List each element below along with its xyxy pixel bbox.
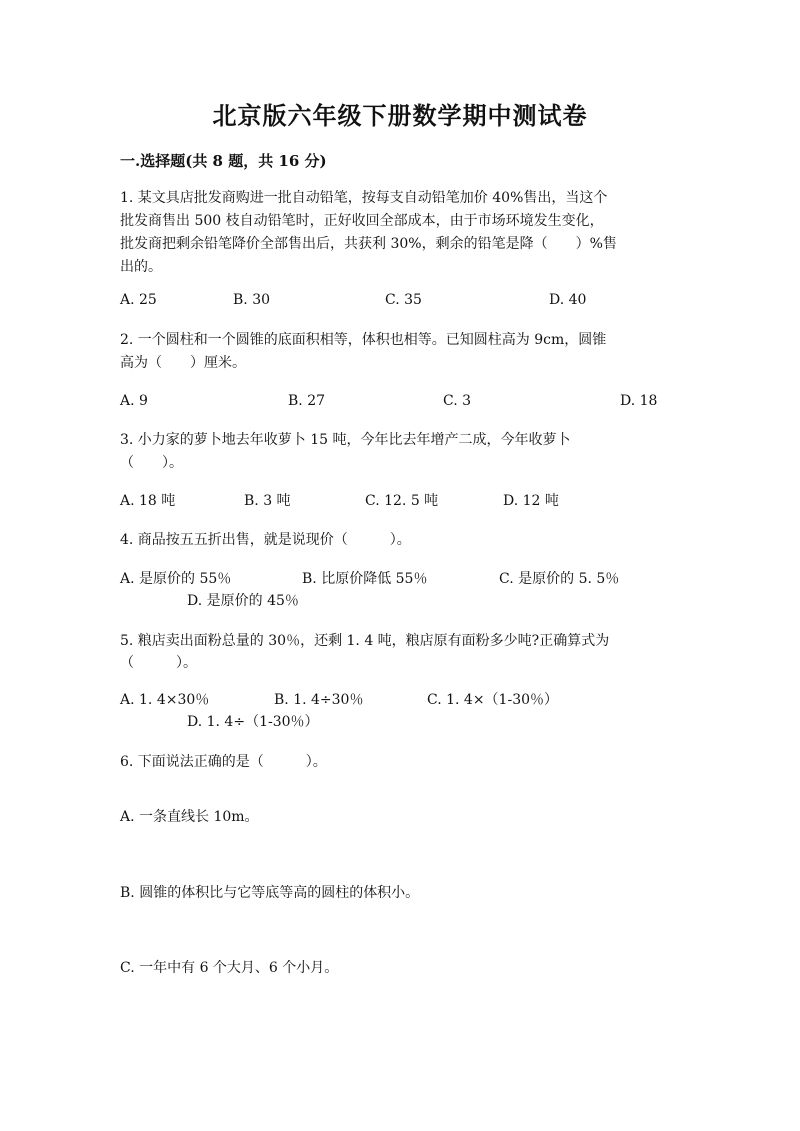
question-2-option-c: C. 3 (443, 393, 472, 409)
section-title: 一.选择题(共 8 题，共 16 分) (120, 152, 327, 170)
question-1-line-3: 批发商把剩余铅笔降价全部售出后，共获利 30%，剩余的铅笔是降（ ）%售 (120, 236, 617, 252)
question-6-option-c: C. 一年中有 6 个大月、6 个小月。 (120, 960, 339, 976)
question-1-line-4: 出的。 (120, 259, 162, 275)
question-4-option-c: C. 是原价的 5. 5％ (499, 571, 620, 587)
question-3-line-1: 3. 小力家的萝卜地去年收萝卜 15 吨，今年比去年增产二成，今年收萝卜 (120, 432, 571, 448)
question-5-line-1: 5. 粮店卖出面粉总量的 30％，还剩 1. 4 吨，粮店原有面粉多少吨?正确算式为 (120, 633, 610, 649)
question-3-option-a: A. 18 吨 (120, 493, 176, 509)
question-5-line-2: （ ）。 (120, 655, 197, 671)
question-3-line-2: （ ）。 (120, 455, 183, 471)
question-6-option-b: B. 圆锥的体积比与它等底等高的圆柱的体积小。 (120, 885, 420, 901)
question-6-line-1: 6. 下面说法正确的是（ ）。 (120, 754, 327, 770)
question-4-line-1: 4. 商品按五五折出售，就是说现价（ ）。 (120, 532, 411, 548)
question-2-line-2: 高为（ ）厘米。 (120, 355, 246, 371)
question-1-line-1: 1. 某文具店批发商购进一批自动铅笔，按每支自动铅笔加价 40%售出，当这个 (120, 190, 608, 206)
question-5-option-c: C. 1. 4×（1-30％） (427, 692, 559, 708)
question-4-option-b: B. 比原价降低 55％ (302, 571, 428, 587)
question-5-option-b: B. 1. 4÷30％ (274, 692, 364, 708)
question-3-option-b: B. 3 吨 (244, 493, 291, 509)
question-5-option-d: D. 1. 4÷（1-30％） (187, 714, 319, 730)
question-6-option-a: A. 一条直线长 10m。 (120, 809, 259, 825)
question-5-option-a: A. 1. 4×30％ (120, 692, 210, 708)
question-3-option-c: C. 12. 5 吨 (365, 493, 439, 509)
question-1-option-c: C. 35 (385, 292, 422, 308)
question-3-option-d: D. 12 吨 (503, 493, 559, 509)
question-1-line-2: 批发商售出 500 枝自动铅笔时，正好收回全部成本，由于市场环境发生变化， (120, 213, 604, 229)
question-4-option-a: A. 是原价的 55％ (120, 571, 232, 587)
question-4-option-d: D. 是原价的 45％ (187, 593, 299, 609)
question-2-option-b: B. 27 (288, 393, 326, 409)
question-1-option-b: B. 30 (233, 292, 271, 308)
question-2-option-a: A. 9 (120, 393, 148, 409)
question-2-option-d: D. 18 (620, 393, 658, 409)
question-2-line-1: 2. 一个圆柱和一个圆锥的底面积相等，体积也相等。已知圆柱高为 9cm，圆锥 (120, 332, 607, 348)
page-title: 北京版六年级下册数学期中测试卷 (212, 101, 588, 130)
question-1-option-a: A. 25 (120, 292, 157, 308)
question-1-option-d: D. 40 (549, 292, 587, 308)
